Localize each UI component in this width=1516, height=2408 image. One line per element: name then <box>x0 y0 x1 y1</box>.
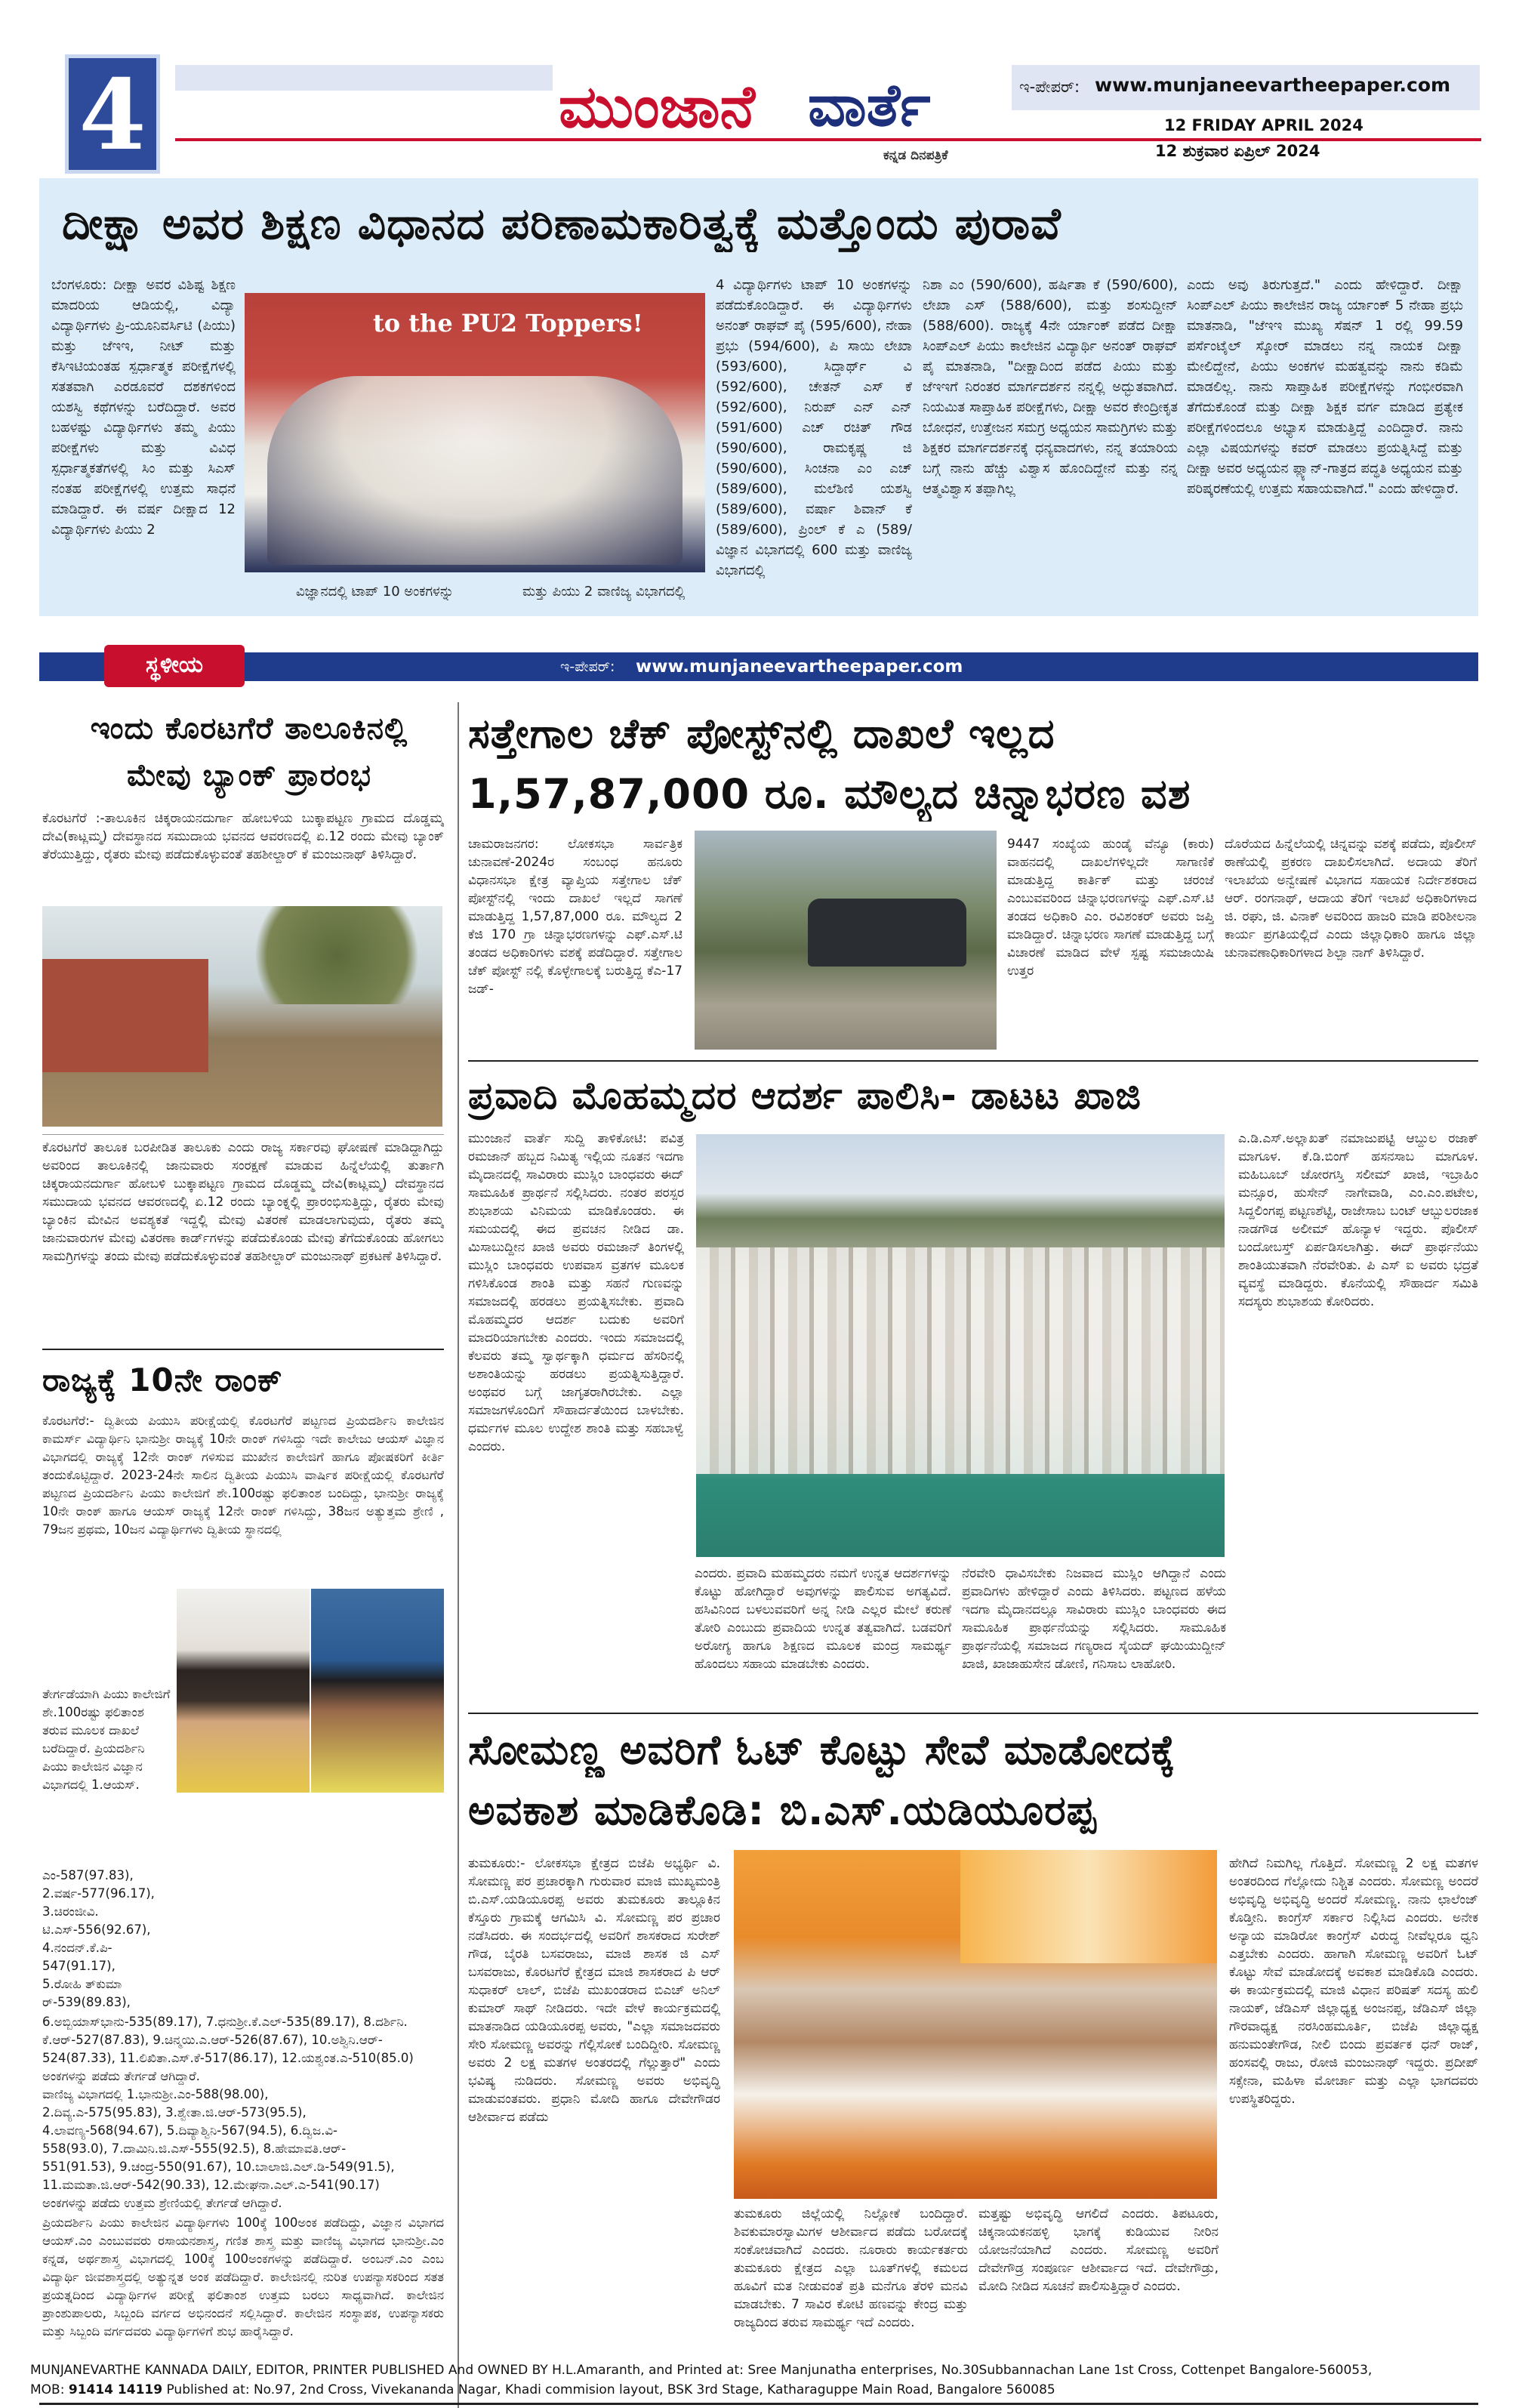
gold-col3: ದೊರೆಯದ ಹಿನ್ನೆಲೆಯಲ್ಲಿ ಚಿನ್ನವನ್ನು ವಶಕ್ಕೆ ಪಡೆದು, ಪೊಲೀಸ್ ಠಾಣೆಯಲ್ಲಿ ಪ್ರಕರಣ ದಾಖಲಿಸಲಾಗಿದೆ. ಅದಾಯ ತೆರಿಗೆ ಇಲಾಖೆಯ ಅನ್ವೇಷಣೆ ವಿಭಾಗದ ಸಹಾಯಕ ನಿರ್ದೇಶಕರಾದ ಆರ್. ರಂಗನಾಥ್, ಆದಾಯ ತೆರಿಗೆ ಇಲಾಖೆ ಅಧಿಕಾರಿಗಳಾದ ಜಿ. ರಘು, ಜಿ. ವಿನಾಕ್ ಅವರಿಂದ ಹಾಜರಿ ಮಾಡಿ ಪರಿಶೀಲನಾ ಕಾರ್ಯ ಪ್ರಗತಿಯಲ್ಲಿದೆ ಎಂದು ಜಿಲ್ಲಾಧಿಕಾರಿ ಹಾಗೂ ಜಿಲ್ಲಾ ಚುನಾವಣಾಧಿಕಾರಿಗಳಾದ ಶಿಲ್ಪಾ ನಾಗ್ ತಿಳಿಸಿದ್ದಾರೆ. <box>1225 837 1477 960</box>
bsy-col1: ತುಮಕೂರು:- ಲೋಕಸಭಾ ಕ್ಷೇತ್ರದ ಬಿಜೆಪಿ ಅಭ್ಯರ್ಥಿ ವಿ. ಸೋಮಣ್ಣ ಪರ ಪ್ರಚಾರಕ್ಕಾಗಿ ಗುರುವಾರ ಮಾಜಿ ಮುಖ್ಯಮಂತ್ರಿ ಬಿ.ಎಸ್.ಯಡಿಯೂರಪ್ಪ ಅವರು ತುಮಕೂರು ತಾಲ್ಲೂಕಿನ ಕೆಸ್ತೂರು ಗ್ರಾಮಕ್ಕೆ ಆಗಮಿಸಿ ವಿ. ಸೋಮಣ್ಣ ಪರ ಪ್ರಚಾರ ನಡೆಸಿದರು. ಈ ಸಂದರ್ಭದಲ್ಲಿ ಅವರಿಗೆ ಶಾಸಕರಾದ ಸುರೇಶ್ ಗೌಡ, ಬೈರತಿ ಬಸವರಾಜು, ಮಾಜಿ ಶಾಸಕ ಜಿ ಎಸ್ ಬಸವರಾಜು, ಕೊರಟಗೆರೆ ಕ್ಷೇತ್ರದ ಮಾಜಿ ಶಾಸಕರಾದ ಪಿ ಆರ್ ಸುಧಾಕರ್ ಲಾಲ್, ಬಿಜೆಪಿ ಮುಖಂಡರಾದ ಬಿಎಚ್ ಅನಿಲ್ ಕುಮಾರ್ ಸಾಥ್ ನೀಡಿದರು. ಇದೇ ವೇಳೆ ಕಾರ್ಯಕ್ರಮದಲ್ಲಿ ಮಾತನಾಡಿದ ಯಡಿಯೂರಪ್ಪ ಅವರು, "ಎಲ್ಲಾ ಸಮಾಜದವರು ಸೇರಿ ಸೋಮಣ್ಣ ಅವರನ್ನು ಗೆಲ್ಲಿಸೋಕೆ ಬಂದಿದ್ದೀರಿ. ಸೋಮಣ್ಣ ಅವರು 2 ಲಕ್ಷ ಮತಗಳ ಅಂತರದಲ್ಲಿ ಗೆಲ್ಲುತ್ತಾರೆ" ಎಂದು ಭವಿಷ್ಯ ನುಡಿದರು. ಸೋಮಣ್ಣ ಅವರು ಅಭಿವೃದ್ಧಿ ಮಾಡುವಂತವರು. ಪ್ರಧಾನಿ ಮೋದಿ ಹಾಗೂ ದೇವೇಗೌಡರ ಆಶೀರ್ವಾದ ಪಡೆದು <box>468 1856 720 2125</box>
bsy-stage-poster <box>960 1850 1217 1963</box>
list-item: 4.ಲಾವಣ್ಯ-568(94.67), 5.ದಿವ್ಯಾಶ್ವಿನಿ-567(94.5), 6.ದ್ವಿಜ.ವಿ- <box>42 2123 337 2138</box>
list-item: ರ್-539(89.83), <box>42 1995 131 2009</box>
eid-col1: ಮುಂಜಾನೆ ವಾರ್ತೆ ಸುದ್ದಿ ತಾಳಿಕೋಟಿ: ಪವಿತ್ರ ರಮಜಾನ್ ಹಬ್ಬದ ನಿಮಿತ್ಯ ಇಲ್ಲಿಯ ನೂತನ ಇದಗಾ ಮೈದಾನದಲ್ಲಿ ಸಾವಿರಾರು ಮುಸ್ಲಿಂ ಬಾಂಧವರು ಈದ್ ಸಾಮೂಹಿಕ ಪ್ರಾರ್ಥನೆ ಸಲ್ಲಿಸಿದರು. ನಂತರ ಪರಸ್ಪರ ಶುಭಾಶಯ ವಿನಿಮಯ ಮಾಡಿಕೊಂಡರು. ಈ ಸಮಯದಲ್ಲಿ ಈದ ಪ್ರವಚನ ನೀಡಿದ ಡಾ. ಮಿಸಾಬುದ್ದೀನ ಖಾಜಿ ಅವರು ರಮಜಾನ್ ತಿಂಗಳಲ್ಲಿ ಮುಸ್ಲಿಂ ಬಾಂಧವರು ಉಪವಾಸ ವ್ರತಗಳ ಮೂಲಕ ಗಳಿಸಿಕೊಂಡ ಶಾಂತಿ ಮತ್ತು ಸಹನೆ ಗುಣವನ್ನು ಸಮಾಜದಲ್ಲಿ ಹರಡಲು ಪ್ರಯತ್ನಿಸಬೇಕು. ಪ್ರವಾದಿ ಮೊಹಮ್ಮದರ ಆದರ್ಶ ಬದುಕು ಅವರಿಗೆ ಮಾದರಿಯಾಗಬೇಕು ಎಂದರು. ಇಂದು ಸಮಾಜದಲ್ಲಿ ಕೆಲವರು ತಮ್ಮ ಸ್ವಾರ್ಥಕ್ಕಾಗಿ ಧರ್ಮದ ಹೆಸರಿನಲ್ಲಿ ಅಶಾಂತಿಯನ್ನು ಹರಡಲು ಪ್ರಯತ್ನಿಸುತ್ತಿದ್ದಾರೆ. ಅಂಥವರ ಬಗ್ಗೆ ಜಾಗೃತರಾಗಿರಬೇಕು. ಎಲ್ಲಾ ಸಮಾಜಗಳೊಂದಿಗೆ ಸೌಹಾರ್ದತೆಯಿಂದ ಬಾಳಬೇಕು. ಧರ್ಮಗಳ ಮೂಲ ಉದ್ದೇಶ ಶಾಂತಿ ಮತ್ತು ಸಹಬಾಳ್ವೆ ಎಂದರು. <box>468 1131 684 1454</box>
rank-narrow-list <box>42 1867 171 2012</box>
toppers-photo <box>245 293 705 572</box>
fodder-photo <box>42 906 442 1127</box>
footer-mob-number: 91414 14119 <box>68 2382 163 2397</box>
eid-crowd <box>696 1247 1225 1474</box>
masthead <box>0 0 1516 172</box>
gold-photo <box>695 831 997 1050</box>
gold-headline-line1: ಸತ್ತೇಗಾಲ ಚೆಕ್ ಪೋಸ್ಟ್‌ನಲ್ಲಿ ದಾಖಲೆ ಇಲ್ಲದ <box>468 710 1055 757</box>
section-bar <box>39 652 1478 681</box>
bsy-col2: ತುಮಕೂರು ಜಿಲ್ಲೆಯಲ್ಲಿ ನಿಲ್ಲೋಕೆ ಬಂದಿದ್ದಾರೆ. ಶಿವಕುಮಾರಸ್ವಾಮಿಗಳ ಆಶೀರ್ವಾದ ಪಡೆದು ಬರೋದಕ್ಕೆ ಸಂಕೋಚವಾಗಿದೆ ಎಂದರು. ನೂರಾರು ಕಾರ್ಯಕರ್ತರು ತುಮಕೂರು ಕ್ಷೇತ್ರದ ಎಲ್ಲಾ ಬೂತ್‌ಗಳಲ್ಲಿ ಕಮಲದ ಹೂವಿಗೆ ಮತ ನೀಡುವಂತೆ ಪ್ರತಿ ಮನೆಗೂ ತೆರಳಿ ಮನವಿ ಮಾಡಬೇಕು. 7 ಸಾವಿರ ಕೋಟಿ ಹಣವನ್ನು ಕೇಂದ್ರ ಮತ್ತು ರಾಜ್ಯದಿಂದ ತರುವ ಸಾಮರ್ಥ್ಯ ಇದೆ ಎಂದರು. <box>734 2206 968 2330</box>
page-bottom-rule <box>39 2403 1478 2405</box>
top-story-headline: ದೀಕ್ಷಾ ಅವರ ಶಿಕ್ಷಣ ವಿಧಾನದ ಪರಿಣಾಮಕಾರಿತ್ವಕ್ಕೆ ಮತ್ತೊಂದು ಪುರಾವೆ <box>62 198 1062 249</box>
section-epaper-label: ಇ-ಪೇಪರ್: <box>560 658 615 675</box>
gold-bottom-rule <box>468 1060 1478 1062</box>
footer-mob-label: MOB: <box>30 2382 65 2397</box>
section-label: ಸ್ಥಳೀಯ <box>145 652 204 678</box>
top-story <box>39 178 1478 616</box>
bsy-headline-line1: ಸೋಮಣ್ಣ ಅವರಿಗೆ ಓಟ್ ಕೊಟ್ಟು ಸೇವೆ ಮಾಡೋದಕ್ಕೆ <box>468 1726 1176 1774</box>
list-item: 5.ರೋಹಿ ತ್‌ಕುಮಾ <box>42 1977 122 1991</box>
page-number: 4 <box>79 59 146 172</box>
gold-col2: 9447 ಸಂಖ್ಯೆಯ ಹುಂಡೈ ವೆನ್ಯೂ (ಕಾರು) ವಾಹನದಲ್ಲಿ ದಾಖಲೆಗಳಿಲ್ಲದೇ ಸಾಗಾಣಿಕೆ ಮಾಡುತ್ತಿದ್ದ ಕಾರ್ತಿಕ್ ಮತ್ತು ಚರಂಜೆ ಎಂಬುವವರಿಂದ ಚಿನ್ನಾಭರಣಗಳನ್ನು ಎಫ್.ಎಸ್.ಟಿ ತಂಡದ ಅಧಿಕಾರಿ ಎಂ. ರವಿಶಂಕರ್ ಅವರು ಜಪ್ತಿ ಮಾಡಿದ್ದಾರೆ. ಚಿನ್ನಾಭರಣ ಸಾಗಣೆ ಮಾಡುತ್ತಿದ್ದ ಬಗ್ಗೆ ವಿಚಾರಣೆ ಮಾಡಿದ ವೇಳೆ ಸ್ಪಷ್ಟ ಸಮಜಾಯಿಷಿ ಉತ್ತರ <box>1007 837 1214 979</box>
list-item: ಟಿ.ಎಸ್-556(92.67), <box>42 1922 151 1937</box>
student-photo-boy <box>311 1589 444 1793</box>
col-separator-left <box>458 702 459 2408</box>
fodder-body: ಕೊರಟಗೆರೆ ತಾಲೂಕ ಬರಪೀಡಿತ ತಾಲೂಕು ಎಂದು ರಾಜ್ಯ ಸರ್ಕಾರವು ಘೋಷಣೆ ಮಾಡಿದ್ದಾಗಿದ್ದು ಅವರಿಂದ ತಾಲೂಕಿನಲ್ಲಿ ಜಾನುವಾರು ಸಂರಕ್ಷಣೆ ಮಾಡುವ ಹಿನ್ನೆಲೆಯಲ್ಲಿ ತುರ್ತಾಗಿ ಚಿಕ್ಕರಾಯನದುರ್ಗಾ ಹೋಬಳಿ ಬುಕ್ಕಾಪಟ್ಟಣ ಗ್ರಾಮದ ದೊಡ್ಡಮ್ಮ ದೇವಿ(ಕಾಟ್ಲಮ್ಮ) ದೇವಸ್ಥಾನದ ಸಮುದಾಯ ಭವನದ ಆವರಣದಲ್ಲಿ ಏ.12 ರಂದು ಬ್ಯಾಂಕ್ನಲ್ಲಿ ಪ್ರಾರಂಭಿಸುತ್ತಿದ್ದು, ರೈತರು ಮೇವು ಬ್ಯಾಂಕಿನ ಮೇವಿನ ಅವಶ್ಯಕತೆ ಇದ್ದಲ್ಲಿ ಮೇವು ವಿತರಣೆ ಮಾಡಲಾಗುವುದು, ರೈತರು ತಮ್ಮ ಜಾನುವಾರುಗಳ ಮೇವು ವಿತರಣಾ ಕಾರ್ಡ್‌ಗಳನ್ನು ಪಡೆದುಕೊಂಡು ಮೇವು ತೆಗೆದುಕೊಂಡು ಹೋಗಲು ಸಾಮಗ್ರಿಗಳನ್ನು ತಂದು ಮೇವು ಪಡೆದುಕೊಳ್ಳುವಂತೆ ತಹಶೀಲ್ದಾರ್ ಮಂಜುನಾಥ್ ಪ್ರಕಟಣೆ ತಿಳಿಸಿದ್ದಾರೆ. <box>42 1140 444 1264</box>
eid-col2: ಎಂದರು. ಪ್ರವಾದಿ ಮಹಮ್ಮದರು ನಮಗೆ ಉನ್ನತ ಆದರ್ಶಗಳನ್ನು ಕೊಟ್ಟು ಹೋಗಿದ್ದಾರೆ ಅವುಗಳನ್ನು ಪಾಲಿಸುವ ಅಗತ್ಯವಿದೆ. ಹಸಿವಿನಿಂದ ಬಳಲುವವರಿಗೆ ಅನ್ನ ನೀಡಿ ಎಲ್ಲರ ಮೇಲೆ ಕರುಣೆ ತೋರಿ ಎಂಬುದು ಪ್ರವಾದಿಯ ಉನ್ನತ ತತ್ವವಾಗಿದೆ. ಬಡವರಿಗೆ ಅರೋಗ್ಯ ಹಾಗೂ ಶಿಕ್ಷಣದ ಮೂಲಕ ಮಂದ್ರ ಸಾಮರ್ಥ್ಯ ಹೊಂದಲು ಸಹಾಯ ಮಾಡಬೇಕು ಎಂದರು. <box>695 1566 951 1672</box>
list-item: 547(91.17), <box>42 1959 116 1973</box>
rank-lead: ಕೊರಟಗೆರೆ:- ದ್ವಿತೀಯ ಪಿಯುಸಿ ಪರೀಕ್ಷೆಯಲ್ಲಿ ಕೊರಟಗೆರೆ ಪಟ್ಟಣದ ಪ್ರಿಯದರ್ಶಿನಿ ಕಾಲೇಜಿನ ಕಾಮರ್ಸ್ ವಿದ್ಯಾರ್ಥಿನಿ ಭಾನುಶ್ರೀ ರಾಜ್ಯಕ್ಕೆ 10ನೇ ರಾಂಕ್ ಗಳಿಸಿದ್ದು ಇದೇ ಕಾಲೇಜು ಆಯಸ್ ವಿಜ್ಞಾನ ವಿಭಾಗದಲ್ಲಿ ರಾಜ್ಯಕ್ಕೆ 12ನೇ ರಾಂಕ್ ಗಳಿಸುವ ಮುಖೇನ ಕಾಲೇಜಿಗೆ ಹಾಗೂ ಪೋಷಕರಿಗೆ ಕೀರ್ತಿ ತಂದುಕೊಟ್ಟಿದ್ದಾರೆ. 2023-24ನೇ ಸಾಲಿನ ದ್ವಿತೀಯ ಪಿಯುಸಿ ವಾರ್ಷಿಕ ಪರೀಕ್ಷೆಯಲ್ಲಿ ಕೊರಟಗೆರೆ ಪಟ್ಟಣದ ಪ್ರಿಯದರ್ಶಿನಿ ಪಿಯು ಕಾಲೇಜಿಗೆ ಶೇ.100ರಷ್ಟು ಫಲಿತಾಂಶ ಬಂದಿದ್ದು, ಭಾನುಶ್ರೀ ರಾಜ್ಯಕ್ಕೆ 10ನೇ ರಾಂಕ್ ಹಾಗೂ ಆಯಸ್ ರಾಜ್ಯಕ್ಕೆ 12ನೇ ರಾಂಕ್ ಗಳಿಸಿದ್ದು, 38ಜನ ಅತ್ಯುತ್ತಮ ಶ್ರೇಣಿ , 79ಜನ ಪ್ರಥಮ, 10ಜನ ವಿದ್ಯಾರ್ಥಿಗಳು ದ್ವಿತೀಯ ಸ್ಥಾನದಲ್ಲಿ <box>42 1414 444 1537</box>
fodder-rule <box>42 1134 444 1135</box>
fodder-headline: ಇಂದು ಕೊರಟಗೆರೆ ತಾಲೂಕಿನಲ್ಲಿ ಮೇವು ಬ್ಯಾಂಕ್ ಪ್ರಾರಂಭ <box>90 711 408 793</box>
list-item: ಕೆ.ಆರ್-527(87.83), 9.ಚಿನ್ಮಯಿ.ಎ.ಆರ್-526(87.67), 10.ಅಶ್ವಿನಿ.ಆರ್- <box>42 2033 383 2047</box>
list-item: 6.ಅಬ್ಬಿಯಾಸ್‌ಭಾನು-535(89.17), 7.ಧನುಶ್ರೀ.ಕೆ.ಎಲ್-535(89.17), 8.ದರ್ಶಿನಿ. <box>42 2015 408 2029</box>
page-number-box <box>65 54 160 174</box>
rank-narrow-text: ತೇರ್ಗಡೆಯಾಗಿ ಪಿಯು ಕಾಲೇಜಿಗೆ ಶೇ.100ರಷ್ಟು ಫಲಿತಾಂಶ ತರುವ ಮೂಲಕ ದಾಖಲೆ ಬರೆದಿದ್ದಾರೆ. ಪ್ರಿಯದರ್ಶಿನಿ ಪಿಯು ಕಾಲೇಜಿನ ವಿಜ್ಞಾನ ವಿಭಾಗದಲ್ಲಿ 1.ಆಯಸ್. <box>42 1687 171 1792</box>
eid-bottom-rule <box>468 1713 1478 1714</box>
section-badge <box>104 645 245 687</box>
masthead-date-kn: 12 ಶುಕ್ರವಾರ ಏಪ್ರಿಲ್ 2024 <box>1155 142 1320 160</box>
list-item: 11.ಮಮತಾ.ಜಿ.ಆರ್-542(90.33), 12.ಮೇಘನಾ.ಎಲ್.ಎ-541(90.17) <box>42 2178 380 2192</box>
gold-car <box>808 899 966 967</box>
list-item: 4.ನಂದನ್.ಕೆ.ಪಿ- <box>42 1941 112 1955</box>
photo-caption-right: ಮತ್ತು ಪಿಯು 2 ವಾಣಿಜ್ಯ ವಿಭಾಗದಲ್ಲಿ <box>522 584 686 600</box>
eid-col3: ನೆರವೇರಿ ಧಾವಿಸಬೇಕು ನಿಜವಾದ ಮುಸ್ಲಿಂ ಆಗಿದ್ದಾನೆ ಎಂದು ಪ್ರವಾದಿಗಳು ಹೇಳಿದ್ದಾರೆ ಎಂದು ತಿಳಿಸಿದರು. ಪಟ್ಟಣದ ಹಳೆಯ ಇದಗಾ ಮೈದಾನದಲ್ಲೂ ಸಾವಿರಾರು ಮುಸ್ಲಿಂ ಬಾಂಧವರು ಈದ ಸಾಮೂಹಿಕ ಪ್ರಾರ್ಥನೆಯನ್ನು ಸಲ್ಲಿಸಿದರು. ಸಾಮೂಹಿಕ ಪ್ರಾರ್ಥನೆಯಲ್ಲಿ ಸಮಾಜದ ಗಣ್ಯರಾದ ಸೈಯದ್ ಘಯಿಯುದ್ದೀನ್ ಖಾಜಿ, ಖಾಜಾಹುಸೇನ ಡೋಣಿ, ಗನಿಸಾಬ ಲಾಹೋರಿ. <box>962 1566 1226 1672</box>
list-item: 3.ಚಿರಂಜೀವಿ. <box>42 1904 99 1919</box>
toppers-banner: to the PU2 Toppers! <box>373 309 643 338</box>
student-photo-girl <box>177 1589 310 1793</box>
masthead-epaper-label: ಇ-ಪೇಪರ್: <box>1019 78 1080 96</box>
footer <box>30 2360 1487 2406</box>
footer-line1: MUNJANEVARTHE KANNADA DAILY, EDITOR, PRINTER PUBLISHED And OWNED BY H.L.Amaranth, and Printed at: Sree Manjunatha enterprises, No.30Subbannachan Lane 1st Cross, Cottenpet Bangalore-560053, <box>30 2363 1373 2378</box>
rank-headline: ರಾಜ್ಯಕ್ಕೆ 10ನೇ ರಾಂಕ್ <box>42 1361 283 1398</box>
list-item: 2.ವರ್ಷ-577(96.17), <box>42 1886 155 1901</box>
bsy-photo <box>734 1850 1217 2199</box>
top-story-col4: ಎಂದು ಅವು ತಿರುಗುತ್ತದೆ." ಎಂದು ಹೇಳಿದ್ದಾರೆ. ದೀಕ್ಷಾ ಸಿಂಪ್ಎಲ್ ಪಿಯು ಕಾಲೇಜಿನ ರಾಜ್ಯ ರ್ಯಾಂಕ್ 5 ನೇಹಾ ಪ್ರಭು ಮಾತನಾಡಿ, "ಜೆಇಇ ಮುಖ್ಯ ಸೆಷನ್ 1 ರಲ್ಲಿ 99.59 ಪರ್ಸೆಂಟೈಲ್ ಸ್ಕೋರ್ ಮಾಡಲು ನನ್ನ ನಾಯಕ ದೀಕ್ಷಾ ಮೇಲಿದ್ದೇನೆ, ಪಿಯು ಅಂಕಗಳ ಮಹತ್ವವನ್ನು ನಾನು ಕಡಿಮೆ ಮಾಡಲಿಲ್ಲ. ನಾನು ಸಾಪ್ತಾಹಿಕ ಪರೀಕ್ಷೆಗಳನ್ನು ಗಂಭೀರವಾಗಿ ತೆಗೆದುಕೊಂಡೆ ಮತ್ತು ದೀಕ್ಷಾ ಶಿಕ್ಷಕ ವರ್ಗ ಮಾಡಿದ ಪ್ರತ್ಯೇಕ ಪರೀಕ್ಷೆಗಳಿಂದಲೂ ಅಭ್ಯಾಸ ಮಾಡುತ್ತಿದ್ದೆ ಎಂದಿದ್ದಾರೆ. ನಾನು ಎಲ್ಲಾ ವಿಷಯಗಳನ್ನು ಕವರ್ ಮಾಡಲು ಪ್ರಯತ್ನಿಸಿದ್ದೆ ಮತ್ತು ದೀಕ್ಷಾ ಅವರ ಅಧ್ಯಯನ ಪ್ಲ್ಯಾನ್-ಗಾತ್ರದ ಪದ್ಧತಿ ಅಧ್ಯಯನ ಮತ್ತು ಪರಿಷ್ಕರಣೆಯಲ್ಲಿ ಉತ್ತಮ ಸಹಾಯವಾಗಿದೆ." ಎಂದು ಹೇಳಿದ್ದಾರೆ. <box>1187 277 1463 497</box>
rank-top-rule <box>42 1349 444 1350</box>
list-item: ವಾಣಿಜ್ಯ ವಿಭಾಗದಲ್ಲಿ 1.ಭಾನುಶ್ರೀ.ಎಂ-588(98.00), <box>42 2087 269 2101</box>
list-item: 2.ದಿವ್ಯ.ಎ-575(95.83), 3.ಶ್ವೇತಾ.ಜಿ.ಆರ್-573(95.5), <box>42 2105 307 2120</box>
eid-photo <box>696 1134 1225 1557</box>
top-story-col1: ಬೆಂಗಳೂರು: ದೀಕ್ಷಾ ಅವರ ವಿಶಿಷ್ಟ ಶಿಕ್ಷಣ ಮಾದರಿಯ ಆಡಿಯಲ್ಲಿ, ವಿದ್ಯಾ ವಿದ್ಯಾರ್ಥಿಗಳು ಪ್ರಿ-ಯೂನಿವರ್ಸಿಟಿ (ಪಿಯು) ಮತ್ತು ಜೆಇಇ, ನೀಟ್ ಮತ್ತು ಕೆಸಿಇಟಿಯಂತಹ ಸ್ಪರ್ಧಾತ್ಮಕ ಪರೀಕ್ಷೆಗಳಲ್ಲಿ ಸತತವಾಗಿ ಎರಡೂವರೆ ದಶಕಗಳಿಂದ ಯಶಸ್ವಿ ಕಥೆಗಳನ್ನು ಬರೆದಿದ್ದಾರೆ. ಅವರ ಬಹಳಷ್ಟು ವಿದ್ಯಾರ್ಥಿಗಳು ತಮ್ಮ ಪಿಯು ಪರೀಕ್ಷೆಗಳು ಮತ್ತು ವಿವಿಧ ಸ್ಪರ್ಧಾತ್ಮಕತೆಗಳಲ್ಲಿ ಸಿಂ ಮತ್ತು ಸಿಎಸ್ ನಂತಹ ಪರೀಕ್ಷೆಗಳಲ್ಲಿ ಉತ್ತಮ ಸಾಧನೆ ಮಾಡಿದ್ದಾರೆ. ಈ ವರ್ಷ ದೀಕ್ಷಾದ 12 ವಿದ್ಯಾರ್ಥಿಗಳು ಪಿಯು 2 <box>51 277 236 538</box>
gold-col1: ಚಾಮರಾಜನಗರ: ಲೋಕಸಭಾ ಸಾರ್ವತ್ರಿಕ ಚುನಾವಣೆ-2024ರ ಸಂಬಂಧ ಹನೂರು ವಿಧಾನಸಭಾ ಕ್ಷೇತ್ರ ವ್ಯಾಪ್ತಿಯ ಸತ್ತೇಗಾಲ ಚೆಕ್ ಪೋಸ್ಟ್‌ನಲ್ಲಿ ಇಂದು ದಾಖಲೆ ಇಲ್ಲದೆ ಸಾಗಣೆ ಮಾಡುತ್ತಿದ್ದ 1,57,87,000 ರೂ. ಮೌಲ್ಯದ 2 ಕೆಜಿ 170 ಗ್ರಾ ಚಿನ್ನಾಭರಣಗಳನ್ನು ಎಫ್.ಎಸ್.ಟಿ ತಂಡದ ಅಧಿಕಾರಿಗಳು ವಶಕ್ಕೆ ಪಡೆದಿದ್ದಾರೆ. ಸತ್ತೇಗಾಲ ಚೆಕ್ ಪೋಸ್ಟ್ ನಲ್ಲಿ ಕೊಳ್ಳೇಗಾಲಕ್ಕೆ ಬರುತ್ತಿದ್ದ ಕೆಎ-17 ಜಡ್- <box>468 837 683 997</box>
fodder-shed <box>42 959 208 1072</box>
rank-wide-list <box>42 2013 444 2212</box>
section-epaper-url[interactable]: www.munjaneevartheepaper.com <box>636 657 963 677</box>
fodder-tree <box>231 906 442 1004</box>
masthead-date-en: 12 FRIDAY APRIL 2024 <box>1164 116 1363 134</box>
paper-name-right: ವಾರ್ತೆ <box>808 72 931 140</box>
list-item: 551(91.53), 9.ಚಂದ್ರ-550(91.67), 10.ಬಾಲಾಜಿ.ಎಲ್.ಡಿ-549(91.5), <box>42 2160 395 2174</box>
gold-headline-line2: 1,57,87,000 ರೂ. ಮೌಲ್ಯದ ಚಿನ್ನಾಭರಣ ವಶ <box>468 770 1191 818</box>
top-story-col3: ನಿಶಾ ಎಂ (590/600), ಹರ್ಷಿತಾ ಕೆ (590/600), ಲೇಖಾ ಎಸ್ (588/600), ಮತ್ತು ಶಂಸುದ್ದೀನ್ (588/600). ರಾಜ್ಯಕ್ಕೆ 4ನೇ ರ್ಯಾಂಕ್ ಪಡೆದ ದೀಕ್ಷಾ ಸಿಂಪ್ಎಲ್ ಪಿಯು ಕಾಲೇಜಿನ ವಿದ್ಯಾರ್ಥಿ ಅನಂತ್ ರಾಘವ್ ಪೈ ಮಾತನಾಡಿ, "ದೀಕ್ಷಾದಿಂದ ಪಡೆದ ಪಿಯು ಮತ್ತು ಜೆಇಇಗೆ ನಿರಂತರ ಮಾರ್ಗದರ್ಶನ ನನ್ನಲ್ಲಿ ಅದ್ಭುತವಾಗಿದೆ. ನಿಯಮಿತ ಸಾಪ್ತಾಹಿಕ ಪರೀಕ್ಷೆಗಳು, ದೀಕ್ಷಾ ಅವರ ಕೇಂದ್ರೀಕೃತ ಬೋಧನೆ, ಉತ್ತೇಜನ ಸಮಗ್ರ ಅಧ್ಯಯನ ಸಾಮಗ್ರಿಗಳು ಮತ್ತು ಶಿಕ್ಷಕರ ಮಾರ್ಗದರ್ಶನಕ್ಕೆ ಧನ್ಯವಾದಗಳು, ನನ್ನ ತಯಾರಿಯ ಬಗ್ಗೆ ನಾನು ಹೆಚ್ಚು ವಿಶ್ವಾಸ ಹೊಂದಿದ್ದೇನೆ ಮತ್ತು ನನ್ನ ಆತ್ಮವಿಶ್ವಾಸ ತಪ್ಪಾಗಿಲ್ಲ <box>923 277 1178 497</box>
bsy-headline-line2: ಅವಕಾಶ ಮಾಡಿಕೊಡಿ: ಬಿ.ಎಸ್.ಯಡಿಯೂರಪ್ಪ <box>468 1787 1097 1834</box>
list-item: ಅಂಕಗಳನ್ನು ಪಡೆದು ತೇರ್ಗಡೆ ಆಗಿದ್ದಾರೆ. <box>42 2069 200 2083</box>
photo-caption-left: ವಿಜ್ಞಾನದಲ್ಲಿ ಟಾಪ್ 10 ಅಂಕಗಳನ್ನು <box>296 584 454 600</box>
list-item: ಅಂಕಗಳನ್ನು ಪಡೆದು ಉತ್ತಮ ಶ್ರೇಣಿಯಲ್ಲಿ ತೇರ್ಗಡೆ ಆಗಿದ್ದಾರೆ. <box>42 2196 282 2210</box>
masthead-blue-band <box>175 65 553 91</box>
eid-headline: ಪ್ರವಾದಿ ಮೊಹಮ್ಮದರ ಆದರ್ಶ ಪಾಲಿಸಿ- ಡಾಟಟ ಖಾಜಿ <box>468 1074 1142 1118</box>
footer-address: Published at: No.97, 2nd Cross, Vivekananda Nagar, Khadi commision layout, BSK 3rd Stage, Katharaguppe Main Road, Bangalore 560085 <box>166 2382 1055 2397</box>
bsy-col4: ಹೇಗಿದೆ ನಿಮಗಿಲ್ಲ ಗೊತ್ತಿದೆ. ಸೋಮಣ್ಣ 2 ಲಕ್ಷ ಮತಗಳ ಅಂತರದಿಂದ ಗೆಲ್ಲೋದು ನಿಶ್ಚಿತ ಎಂದರು. ಸೋಮಣ್ಣ ಅಂದರೆ ಅಭಿವೃದ್ಧಿ ಅಭಿವೃದ್ಧಿ ಅಂದರೆ ಸೋಮಣ್ಣ. ನಾನು ಛಾಲೆಂಜ್ ಕೊಡ್ತೀನಿ. ಕಾಂಗ್ರೆಸ್ ಸರ್ಕಾರ ನಿಲ್ಲಿಸಿದ ಎಂದರು. ಅನೇಕ ಅನ್ಯಾಯ ಮಾಡಿರೋ ಕಾಂಗ್ರೆಸ್ ವಿರುದ್ಧ ನೀವೆಲ್ಲರೂ ಧ್ವನಿ ಎತ್ತಬೇಕು ಎಂದರು. ಹಾಗಾಗಿ ಸೋಮಣ್ಣ ಅವರಿಗೆ ಓಟ್ ಕೊಟ್ಟು ಸೇವೆ ಮಾಡೋದಕ್ಕೆ ಅವಕಾಶ ಮಾಡಿಕೊಡಿ ಎಂದರು. ಈ ಕಾರ್ಯಕ್ರಮದಲ್ಲಿ ಮಾಜಿ ವಿಧಾನ ಪರಿಷತ್ ಸದಸ್ಯ ಹುಲಿ ನಾಯಕ್, ಜೆಡಿಎಸ್ ಜಿಲ್ಲಾಧ್ಯಕ್ಷ ಅಂಜನಪ್ಪ, ಜೆಡಿಎಸ್ ಜಿಲ್ಲಾ ಗೌರವಾಧ್ಯಕ್ಷ ನರಸಿಂಹಮೂರ್ತಿ, ಬಿಜೆಪಿ ಜಿಲ್ಲಾಧ್ಯಕ್ಷ ಹನುಮಂತೇಗೌಡ, ನೀಲಿ ಬಿಂದು ಪ್ರವರ್ತಕ ಧನ್ ರಾಜ್, ಹಂಸವಲ್ಲಿ ರಾಜು, ರೋಜಿ ಮಂಜುನಾಥ್ ಇದ್ದರು. ಪ್ರದೀಪ್ ಸಕ್ಸೇನಾ, ಮಹಿಳಾ ಮೋರ್ಚಾ ಮತ್ತು ಎಲ್ಲಾ ಭಾಗದವರು ಉಪಸ್ಥಿತರಿದ್ದರು. <box>1229 1856 1478 2107</box>
paper-tagline: ಕನ್ನಡ ದಿನಪತ್ರಿಕೆ <box>883 148 948 163</box>
rank-tail: ಪ್ರಿಯದರ್ಶಿನಿ ಪಿಯು ಕಾಲೇಜಿನ ವಿದ್ಯಾರ್ಥಿಗಳು 100ಕ್ಕೆ 100ಅಂಕ ಪಡೆದಿದ್ದು, ವಿಜ್ಞಾನ ವಿಭಾಗದ ಆಯಸ್.ಎಂ ಎಂಬುವವರು ರಸಾಯನಶಾಸ್ತ್ರ, ಗಣಿತ ಶಾಸ್ತ್ರ ಮತ್ತು ವಾಣಿಜ್ಯ ವಿಭಾಗದ ಭಾನುಶ್ರೀ.ಎಂ ಕನ್ನಡ, ಅರ್ಥಶಾಸ್ತ್ರ ವಿಭಾಗದಲ್ಲಿ 100ಕ್ಕೆ 100ಅಂಕಗಳನ್ನು ಪಡೆದಿದ್ದಾರೆ. ಅಂಬನ್.ಎಂ ಎಂಬ ವಿದ್ಯಾರ್ಥಿ ಜೀವಶಾಸ್ತ್ರದಲ್ಲಿ ಅತ್ಯುನ್ನತ ಅಂಕ ಪಡೆದಿದ್ದಾರೆ. ಕಾಲೇಜಿನಲ್ಲಿ ನುರಿತ ಉಪನ್ಯಾಸಕರಿಂದ ಸತತ ಪ್ರಯತ್ನದಿಂದ ವಿದ್ಯಾರ್ಥಿಗಳ ಪರೀಕ್ಷೆ ಫಲಿತಾಂಶ ಉತ್ತಮ ಬರಲು ಸಾಧ್ಯವಾಗಿದೆ. ಕಾಲೇಜಿನ ಪ್ರಾಂಶುಪಾಲರು, ಸಿಬ್ಬಂದಿ ವರ್ಗದ ಅಭಿನಂದನೆ ಸಲ್ಲಿಸಿದ್ದಾರೆ. ಕಾಲೇಜಿನ ಸಂಸ್ಥಾಪಕ, ಉಪನ್ಯಾಸಕರು ಮತ್ತು ಸಿಬ್ಬಂದಿ ವರ್ಗದವರು ವಿದ್ಯಾರ್ಥಿಗಳಿಗೆ ಶುಭ ಹಾರೈಸಿದ್ದಾರೆ. <box>42 2215 444 2339</box>
list-item: ಎಂ-587(97.83), <box>42 1868 134 1882</box>
list-item: 524(87.33), 11.ಲಿಖಿತಾ.ಎಸ್.ಕೆ-517(86.17), 12.ಯಶ್ವಂತ.ಎ-510(85.0) <box>42 2051 414 2065</box>
footer-line2 <box>30 2380 1487 2400</box>
list-item: 558(93.0), 7.ದಾಮಿನಿ.ಜಿ.ಎಸ್-555(92.5), 8.ಹೇಮಾವತಿ.ಆರ್- <box>42 2141 347 2156</box>
top-story-col2: 4 ವಿದ್ಯಾರ್ಥಿಗಳು ಟಾಪ್ 10 ಅಂಕಗಳನ್ನು ಪಡೆದುಕೊಂಡಿದ್ದಾರೆ. ಈ ವಿದ್ಯಾರ್ಥಿಗಳು ಅನಂತ್ ರಾಘವ್ ಪೈ (595/600), ನೇಹಾ ಪ್ರಭು (594/600), ಪಿ ಸಾಯಿ ಲೇಖಾ (593/600), ಸಿದ್ದಾರ್ಥ್ ವಿ (592/600), ಚೇತನ್ ಎಸ್ ಕೆ (592/600), ನಿರುಪ್ ಎನ್ ಎನ್ (591/600) ಎಚ್ ರಚಿತ್ ಗೌಡ (590/600), ರಾಮಕೃಷ್ಣ ಜಿ (590/600), ಸಿಂಚನಾ ಎಂ ಎಚ್ (589/600), ಮಲೆಶಿಣಿ ಯಶಸ್ವಿ (589/600), ವರ್ಷಾ ಶಿವಾನ್ ಕೆ (589/600), ಪ್ರಿಂಲ್ ಕೆ ಎ (589/ ವಿಜ್ಞಾನ ವಿಭಾಗದಲ್ಲಿ 600 ಮತ್ತು ವಾಣಿಜ್ಯ ವಿಭಾಗದಲ್ಲಿ <box>716 277 912 578</box>
bsy-col3: ಮತ್ತಷ್ಟು ಅಭಿವೃದ್ಧಿ ಆಗಲಿದೆ ಎಂದರು. ತಿಪಟೂರು, ಚಿಕ್ಕನಾಯಕನಹಳ್ಳಿ ಭಾಗಕ್ಕೆ ಕುಡಿಯುವ ನೀರಿನ ಯೋಜನೆಯಾಗಿದೆ ಎಂದರು. ಸೋಮಣ್ಣ ಅವರಿಗೆ ದೇವೇಗೌಡ್ರ ಸಂಪೂರ್ಣ ಆಶೀರ್ವಾದ ಇದೆ. ದೇವೇಗೌಡ್ರು, ಮೋದಿ ನೀಡಿದ ಸೂಚನೆ ಪಾಲಿಸುತ್ತಿದ್ದಾರೆ ಎಂದರು. <box>978 2206 1219 2294</box>
fodder-lead: ಕೊರಟಗೆರೆ :-ತಾಲೂಕಿನ ಚಿಕ್ಕರಾಯನದುರ್ಗಾ ಹೋಬಳಿಯ ಬುಕ್ಕಾಪಟ್ಟಣ ಗ್ರಾಮದ ದೊಡ್ಡಮ್ಮ ದೇವಿ(ಕಾಟ್ಲಮ್ಮ) ದೇವಸ್ಥಾನದ ಸಮುದಾಯ ಭವನದ ಆವರಣದಲ್ಲಿ ಏ.12 ರಂದು ಮೇವು ಬ್ಯಾಂಕ್ ತೆರೆಯುತ್ತಿದ್ದು, ರೈತರು ಮೇವು ಪಡೆದುಕೊಳ್ಳುವಂತೆ ತಹಶೀಲ್ದಾರ್ ಕೆ ಮಂಜುನಾಥ್ ತಿಳಿಸಿದ್ದಾರೆ. <box>42 811 444 862</box>
paper-name-left: ಮುಂಜಾನೆ <box>559 73 755 141</box>
masthead-epaper-url[interactable]: www.munjaneevartheepaper.com <box>1095 74 1451 96</box>
eid-col-narrow: ಎ.ಡಿ.ಎಸ್.ಅಲ್ಲಾಖತ್ ನಮಾಜುಪಟ್ಟಿ ಆಬ್ದುಲ ರಜಾಕ್ ಮಾಗೂಳ. ಕೆ.ಡಿ.ಬಿಂಗ್ ಹಸನಸಾಬ ಮಾಗೂಳ. ಮಹಿಬೂಬ್ ಚೋರಗಸ್ತಿ ಸಲೀಮ್ ಖಾಜಿ, ಇಬ್ರಾಹಿಂ ಮನ್ಸೂರ, ಹುಸೇನ್ ನಾಗೇವಾಡಿ, ಎಂ.ಎಂ.ಪಟೇಲ, ಸಿದ್ದಲಿಂಗಪ್ಪ ಪಟ್ಟಣಶೆಟ್ಟಿ, ರಾಜೇಸಾಬ ಬಂಟ್ ಆಬ್ಬುಲರಜಾಕ ನಾಡಗೌಡ ಅಲೀಮ್ ಹೊನ್ಯಾಳ ಇದ್ದರು. ಪೊಲೀಸ್ ಬಂದೋಬಸ್ತ್ ಏರ್ಪಡಿಸಲಾಗಿತ್ತು. ಈದ್ ಪ್ರಾರ್ಥನೆಯು ಶಾಂತಿಯುತವಾಗಿ ನೆರವೇರಿತು. ಪಿ ಎಸ್ ಐ ಅವರು ಭದ್ರತೆ ವ್ಯವಸ್ಥೆ ಮಾಡಿದ್ದರು. ಕೊನೆಯಲ್ಲಿ ಸೌಹಾರ್ದ ಸಮಿತಿ ಸದಸ್ಯರು ಶುಭಾಶಯ ಕೋರಿದರು. <box>1238 1131 1478 1309</box>
toppers-group-shape <box>267 376 683 565</box>
